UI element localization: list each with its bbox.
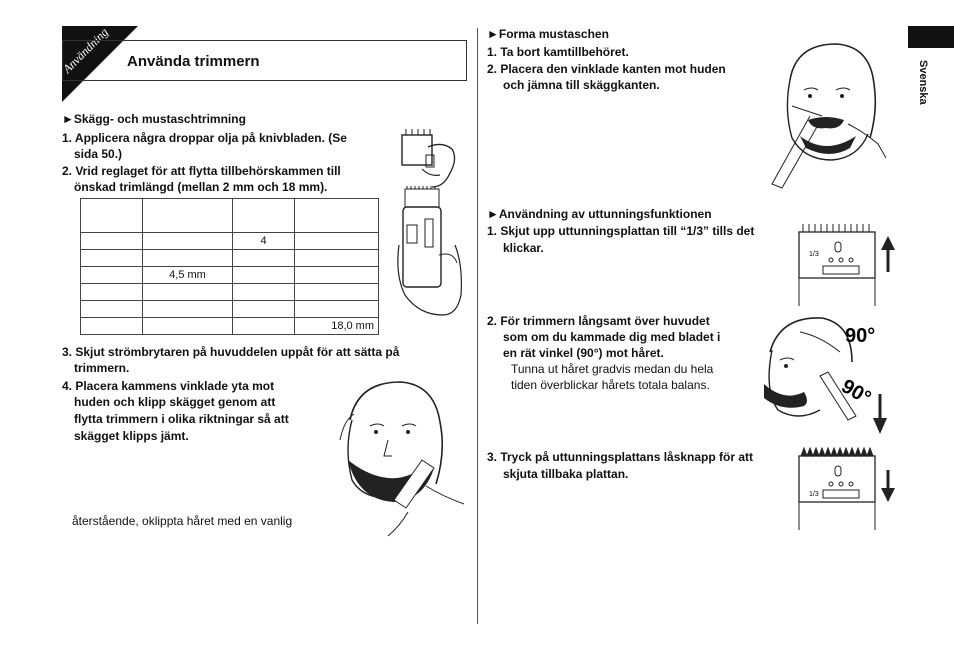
man-taper-head-illustration — [760, 312, 900, 440]
section-tab-label: Användning — [60, 24, 111, 76]
slider-label: 1/3 — [809, 251, 819, 258]
trimmer-hand-illustration — [395, 185, 463, 320]
taper-note-line2: tiden överblickar hårets totala balans. — [511, 378, 710, 392]
table-cell: 18,0 mm — [295, 318, 379, 335]
language-tab-marker — [908, 26, 954, 48]
taper-step-1-line2: klickar. — [503, 241, 544, 255]
step-2-line2: önskad trimlängd (mellan 2 mm och 18 mm). — [74, 180, 328, 194]
step-1-line2: sida 50.) — [74, 147, 123, 161]
section-heading-mustache: ►Forma mustaschen — [487, 27, 609, 41]
angle-label-bottom: 90° — [837, 375, 875, 410]
table-cell: 4 — [233, 233, 295, 250]
mustache-step-2-line1: 2. Placera den vinklade kanten mot huden — [487, 62, 726, 76]
length-table — [80, 198, 379, 335]
step-4-line2: huden och klipp skägget genom att — [74, 395, 276, 409]
bottom-text: återstående, oklippta håret med en vanlig — [72, 514, 293, 528]
slider-label: 1/3 — [809, 491, 819, 498]
taper-step-2-line3: en rät vinkel (90°) mot håret. — [503, 346, 664, 360]
angle-label-top: 90° — [845, 325, 876, 347]
step-4-line4: skägget klipps jämt. — [74, 429, 189, 443]
step-4-line3: flytta trimmern i olika riktningar så att — [74, 412, 289, 426]
taper-step-1-line1: 1. Skjut upp uttunningsplattan till “1/3” tills det — [487, 224, 755, 238]
mustache-step-1: 1. Ta bort kamtillbehöret. — [487, 45, 629, 59]
section-heading-taper: ►Användning av uttunningsfunktionen — [487, 207, 712, 221]
taper-step-2-line2: som om du kammade dig med bladet i — [503, 330, 721, 344]
step-1-line1: 1. Applicera några droppar olja på knivbladen. (Se — [62, 131, 347, 145]
taper-plate-up-illustration — [795, 222, 905, 308]
step-3-line1: 3. Skjut strömbrytaren på huvuddelen uppåt för att sätta på — [62, 345, 400, 359]
man-shaping-mustache-illustration — [760, 40, 890, 200]
man-trimming-beard-illustration — [330, 380, 464, 540]
taper-plate-down-illustration — [795, 446, 905, 532]
taper-step-3-line1: 3. Tryck på uttunningsplattans låsknapp för att — [487, 450, 754, 464]
taper-step-3-line2: skjuta tillbaka plattan. — [503, 467, 629, 481]
table-cell: 4,5 mm — [143, 267, 233, 284]
step-2-line1: 2. Vrid reglaget för att flytta tillbehörskammen till — [62, 164, 341, 178]
header-box — [62, 40, 467, 81]
mustache-step-2-line2: och jämna till skäggkanten. — [503, 78, 660, 92]
step-4-line1: 4. Placera kammens vinklade yta mot — [62, 379, 275, 393]
section-heading-beard: ►Skägg- och mustaschtrimning — [62, 112, 246, 126]
side-language-label: Svenska — [917, 60, 929, 105]
taper-note-line1: Tunna ut håret gradvis medan du hela — [511, 362, 714, 376]
page-title: Använda trimmern — [127, 53, 260, 70]
taper-step-2-line1: 2. För trimmern långsamt över huvudet — [487, 314, 710, 328]
column-divider — [477, 28, 478, 624]
step-3-line2: trimmern. — [74, 361, 130, 375]
